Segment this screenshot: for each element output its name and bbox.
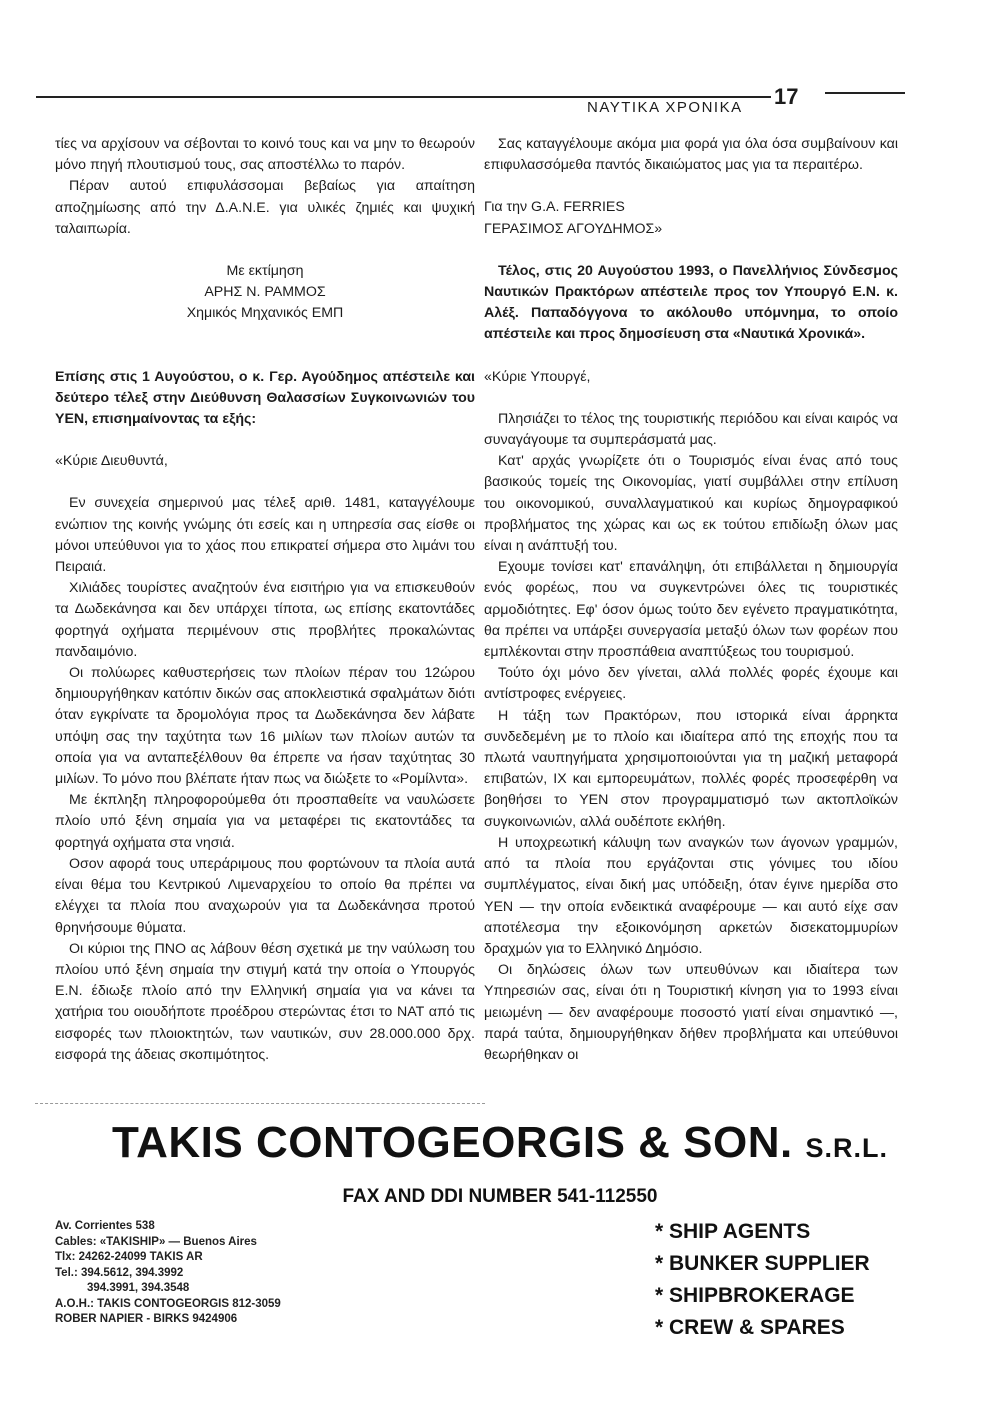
ad-company-suffix: S.R.L. (805, 1133, 888, 1163)
ad-address-line: Tel.: 394.5612, 394.3992 (55, 1266, 184, 1279)
ad-address-line: Av. Corrientes 538 (55, 1220, 155, 1232)
publication-name: ΝΑΥΤΙΚΑ ΧΡΟΝΙΚΑ (587, 99, 743, 116)
ad-company-name (0, 1118, 1000, 1168)
header-rule-left (36, 96, 771, 98)
paragraph: Τούτο όχι μόνο δεν γίνεται, αλλά πολλές φορές έχουμε και αντίστροφες ενέργειες. (484, 665, 898, 703)
signature-title: Χημικός Μηχανικός ΕΜΠ (186, 305, 344, 322)
paragraph: Οι κύριοι της ΠΝΟ ας λάβουν θέση σχετικά με την ναύλωση του πλοίου υπό ξένη σημαία την στιγμή κατά την οποία ο Υπουργός Ε.Ν. έδιωξε πλοίο από την Ελληνική σημαία για να κάνει τα χατήρια του οιουδήποτε προέδρου στερώντας έτσι το ΝΑΤ από τις εισφορές των πλοιοκτητών, των ναυτικών, συν 28.000.000 δρχ. εισφορά της άδειας σκοπιμότητος. (55, 940, 475, 1063)
ad-address-line: ROBER NAPIER - BIRKS 9424906 (55, 1313, 238, 1325)
paragraph: Σας καταγγέλουμε ακόμα μια φορά για όλα όσα συμβαίνουν και επιφυλασσόμεθα παντός δικαιώματος μας για τα περαιτέρω. (484, 136, 898, 174)
signature-for: Για την G.A. FERRIES (484, 199, 625, 216)
ad-service-item: * SHIPBROKERAGE (655, 1284, 855, 1307)
signature-regards: Με εκτίμηση (226, 263, 304, 280)
right-column (484, 134, 898, 1066)
header-rule-right (825, 92, 905, 94)
ad-service-item: * SHIP AGENTS (655, 1220, 811, 1243)
salutation: «Κύριε Υπουργέ, (484, 368, 591, 385)
paragraph: Χιλιάδες τουρίστες αναζητούν ένα εισιτήριο για να επισκευθούν τα Δωδεκάνησα και δεν υπάρχει τίποτα, ως επίσης εκατοντάδες φορτηγά οχήματα περιμένουν στις προβλήτες προκαλώντας πανδαιμόνιο. (55, 580, 475, 660)
paragraph: Η υποχρεωτική κάλυψη των αναγκών των άγονων γραμμών, από τα πλοία που εργάζονται στις γόνιμες του ιδίου συμπλέγματος, είναι δική μας υπόδειξη, όταν έγινε ημερίδα στο ΥΕΝ — την οποία ενδεικτικά αναφέρουμε — και αυτό είχε σαν αποτέλεσμα την εξοικονόμηση αρκετών δισεκατομμυρίων δραχμών για το Ελληνικό Δημόσιο. (484, 834, 898, 957)
paragraph: Η τάξη των Πρακτόρων, που ιστορικά είναι άρρηκτα συνδεδεμένη με το πλοίο και ιδιαίτερα από της εποχής που τα πλωτά ναυπηγήματα χρησιμοποιούνται για τη μαζική μεταφορά επιβατών, ΙΧ και εμπορευμάτων, πολλές φορές προσεφέρθη να βοηθήσει το ΥΕΝ στον προγραμματισμό των ακτοπλοϊκών συγκοινωνιών, αλλά ουδέποτε εκλήθη. (484, 707, 898, 830)
ad-services-list (655, 1216, 870, 1344)
paragraph: Εν συνεχεία σημερινού μας τέλεξ αριθ. 1481, καταγγέλουμε ενώπιον της κοινής γνώμης ότι εσείς και η υπηρεσία σας είσθε οι μόνοι υπεύθυνοι για το χάος που επικρατεί σήμερα στο λιμάνι του Πειραιά. (55, 495, 475, 576)
paragraph: Κατ' αρχάς γνωρίζετε ότι ο Τουρισμός είναι ένας από τους βασικούς τομείς της Οικονομίας, γιατί συμβάλλει στην επίλυση του οικονομικού, συναλλαγματικού και κυρίως δημογραφικού προβλήματος της χώρας και ως εκ τούτου επιδίωξη όλων μας είναι η ανάπτυξή του. (484, 453, 898, 555)
ad-address-line: Cables: «TAKISHIP» — Buenos Aires (55, 1235, 257, 1248)
ad-address-line: A.O.H.: TAKIS CONTOGEORGIS 812-3059 (55, 1297, 281, 1310)
signature-name: ΑΡΗΣ Ν. ΡΑΜΜΟΣ (204, 284, 326, 301)
signature-name: ΓΕΡΑΣΙΜΟΣ ΑΓΟΥΔΗΜΟΣ» (484, 220, 663, 237)
paragraph: Οσον αφορά τους υπεράριμους που φορτώνουν τα πλοία αυτά είναι θέμα του Κεντρικού Λιμεναρχείου το οποίο θα πρέπει να ελέγχει τα πλοία που αναχωρούν για τα Δωδεκάνησα προτού θρηνήσουμε θύματα. (55, 855, 475, 936)
separator (35, 1103, 485, 1104)
ad-address-line: 394.3991, 394.3548 (55, 1282, 190, 1294)
paragraph: Πλησιάζει το τέλος της τουριστικής περιόδου και είναι καιρός να συναγάγουμε τα συμπεράσματά μας. (484, 410, 898, 449)
left-column (55, 134, 475, 1066)
ad-service-item: * BUNKER SUPPLIER (655, 1252, 870, 1275)
paragraph: Οι πολύωρες καθυστερήσεις των πλοίων πέραν του 12ώρου δημιουργήθηκαν κατόπιν δικών σας αποκλειστικά σφαλμάτων διότι όταν εγκρίνατε τα δρομολόγια προς τα Δωδεκάνησα δεν λάβατε υπόψη σας την ταχύτητα των 16 μιλίων των πλοίων αυτών τα οποία για να ανταπεξέλθουν θα έπρεπε να ήσαν ταχύτητας 30 μιλίων. Το μόνο που βλέπατε ήταν πως να διώξετε το «Ρομίλντα». (55, 665, 475, 788)
salutation: «Κύριε Διευθυντά, (55, 453, 168, 470)
intro-heading: Τέλος, στις 20 Αυγούστου 1993, ο Πανελλήνιος Σύνδεσμος Ναυτικών Πρακτόρων απέστειλε προς τον Υπουργό Ε.Ν. κ. Αλέξ. Παπαδόγγονα το ακόλουθο υπόμνημα, το οποίο απέστειλε και προς δημοσίευση στα «Ναυτικά Χρονικά». (484, 262, 898, 343)
paragraph: Πέραν αυτού επιφυλάσσομαι βεβαίως για απαίτηση αποζημίωσης από την Δ.Α.Ν.Ε. για υλικές ζημιές και ψυχική ταλαιπωρία. (55, 178, 475, 237)
ad-service-item: * CREW & SPARES (655, 1316, 845, 1339)
page-number: 17 (774, 84, 799, 109)
paragraph: Με έκπληξη πληροφορούμεθα ότι προσπαθείτε να ναυλώσετε πλοίο υπό ξένη σημαία για να μεταφέρει τις εκατοντάδες τα φορτηγά οχήματα στα νησιά. (55, 792, 475, 851)
paragraph: Οι δηλώσεις όλων των υπευθύνων και ιδιαίτερα των Υπηρεσιών σας, είναι ότι η Τουριστική κίνηση για το 1993 είναι μειωμένη — δεν αναφέρουμε ποσοστό γιατί είναι σημαντικό —, παρά ταύτα, δημιουργήθηκαν δήθεν προβλήματα και υπεύθυνοι θεωρήθηκαν οι (484, 962, 898, 1063)
paragraph: Εχουμε τονίσει κατ' επανάληψη, ότι επιβάλλεται η δημιουργία ενός φορέως, που να συγκεντρώνει όλες τις τουριστικές αρμοδιότητες. Εφ' όσον όμως τούτο δεν εγένετο πραγματικότητα, θα πρέπει να υπάρξει συνεργασία μεταξύ όλων των φορέων που εμπλέκονται στην προσπάθεια αναπτύξεως του τουρισμού. (484, 559, 898, 661)
ad-address-block (55, 1219, 281, 1328)
intro-heading: Επίσης στις 1 Αυγούστου, ο κ. Γερ. Αγούδημος απέστειλε και δεύτερο τέλεξ στην Διεύθυνση Θαλασσίων Συγκοινωνιών του ΥΕΝ, επισημαίνοντας τα εξής: (55, 368, 475, 428)
ad-company: TAKIS CONTOGEORGIS & SON. (112, 1118, 793, 1167)
ad-fax-line: FAX AND DDI NUMBER 541-112550 (342, 1186, 658, 1207)
paragraph: τίες να αρχίσουν να σέβονται το κοινό τους και να μην το θεωρούν μόνο πηγή πλουτισμού τους, σας αποστέλλω το παρόν. (55, 136, 475, 174)
ad-address-line: Tlx: 24262-24099 TAKIS AR (55, 1251, 203, 1263)
